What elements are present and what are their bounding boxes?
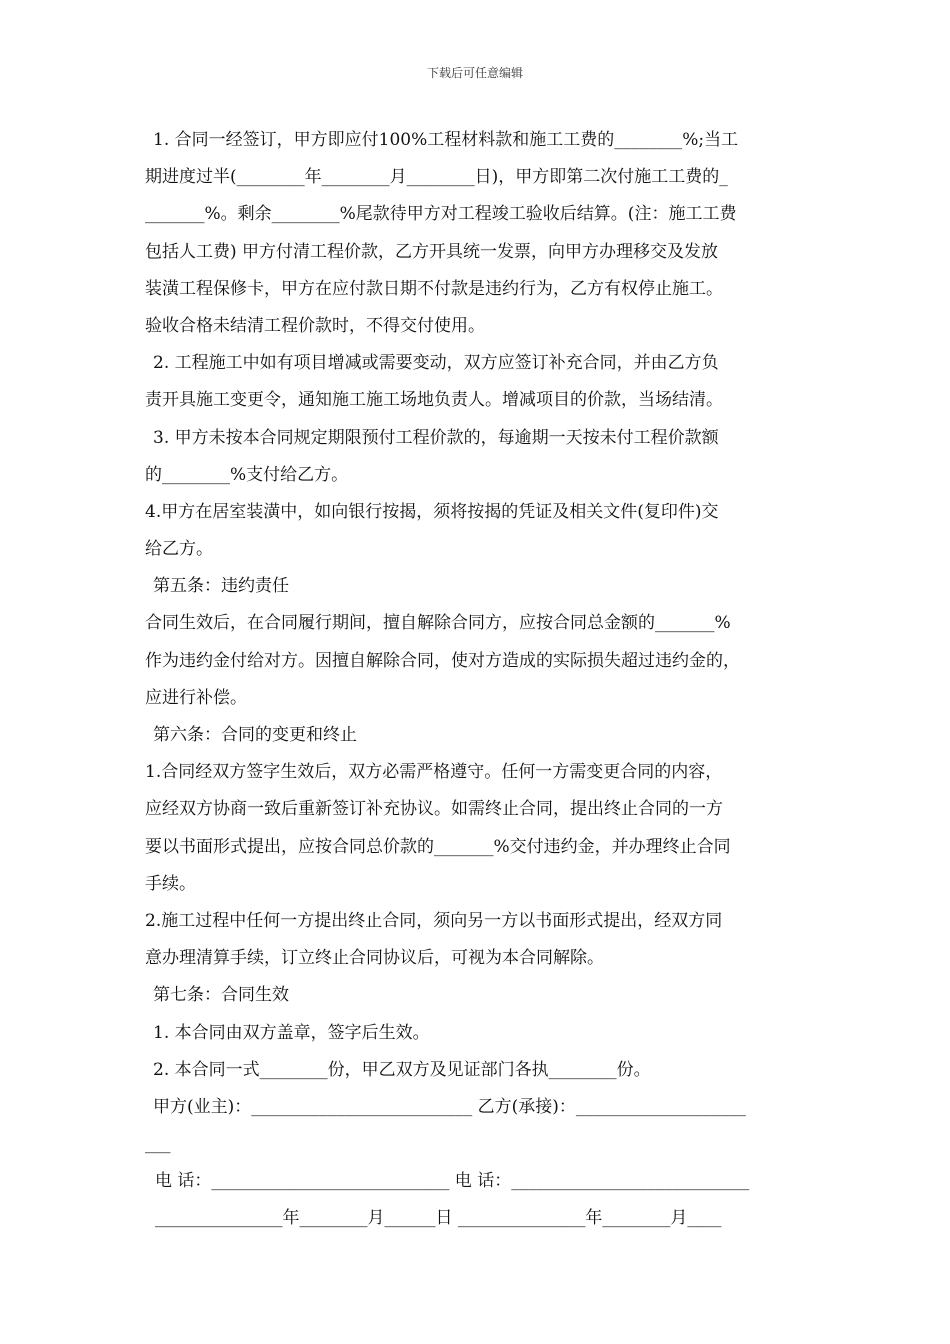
signature-date-line: _______________年________月______日 _______________年________月____ xyxy=(155,1208,722,1229)
clause-line: 1. 合同一经签订，甲方即应付100%工程材料款和施工工费的________%;当工 xyxy=(153,130,739,150)
section-heading: 第六条：合同的变更和终止 xyxy=(153,725,357,745)
signature-phone-line: 电 话：____________________________ 电 话：____________________________ xyxy=(155,1171,750,1192)
contract-body xyxy=(145,122,813,1238)
signature-party-line-wrap: ___ xyxy=(145,1134,171,1155)
header-note: 下载后可任意编辑 xyxy=(426,66,523,80)
clause-line: 3. 甲方未按本合同规定期限预付工程价款的，每逾期一天按未付工程价款额 xyxy=(153,427,719,448)
clause-line: 1. 本合同由双方盖章，签字后生效。 xyxy=(153,1022,430,1043)
clause-line: 作为违约金付给对方。因擅自解除合同，使对方造成的实际损失超过违约金的， xyxy=(145,650,740,671)
clause-line: 2. 本合同一式________份，甲乙双方及见证部门各执________份。 xyxy=(153,1059,651,1080)
clause-line: 给乙方。 xyxy=(145,539,213,560)
clause-line: 包括人工费) 甲方付清工程价款，乙方开具统一发票，向甲方办理移交及发放 xyxy=(145,241,719,262)
clause-line: 1.合同经双方签字生效后，双方必需严格遵守。任何一方需变更合同的内容， xyxy=(145,762,723,783)
clause-line: 4.甲方在居室装潢中，如向银行按揭，须将按揭的凭证及相关文件(复印件)交 xyxy=(145,501,719,522)
clause-line: 2. 工程施工中如有项目增减或需要变动，双方应签订补充合同，并由乙方负 xyxy=(153,353,719,374)
clause-line: 责开具施工变更令，通知施工施工场地负责人。增减项目的价款，当场结清。 xyxy=(145,390,723,411)
clause-line: 期进度过半(________年________月________日)，甲方即第二次付施工工费的_ xyxy=(145,167,728,188)
clause-line: 意办理清算手续，订立终止合同协议后，可视为本合同解除。 xyxy=(145,948,604,969)
clause-line: 装潢工程保修卡，甲方在应付款日期不付款是违约行为，乙方有权停止施工。 xyxy=(145,278,723,299)
clause-line: _______%。剩余________%尾款待甲方对工程竣工验收后结算。(注：施工工费 xyxy=(145,204,737,225)
clause-line: 验收合格未结清工程价款时，不得交付使用。 xyxy=(145,315,485,336)
section-heading: 第七条：合同生效 xyxy=(153,985,289,1006)
clause-line: 要以书面形式提出，应按合同总价款的_______%交付违约金，并办理终止合同 xyxy=(145,836,731,857)
clause-line: 合同生效后，在合同履行期间，擅自解除合同方，应按合同总金额的_______% xyxy=(145,613,731,634)
signature-party-line: 甲方(业主)：__________________________ 乙方(承接)：____________________ xyxy=(153,1096,746,1117)
clause-line: 应进行补偿。 xyxy=(145,687,247,708)
section-heading: 第五条：违约责任 xyxy=(153,576,289,597)
clause-line: 的________%支付给乙方。 xyxy=(145,464,349,485)
clause-line: 手续。 xyxy=(145,873,196,894)
clause-line: 2.施工过程中任何一方提出终止合同，须向另一方以书面形式提出，经双方同 xyxy=(145,910,723,931)
clause-line: 应经双方协商一致后重新签订补充协议。如需终止合同，提出终止合同的一方 xyxy=(145,799,723,820)
